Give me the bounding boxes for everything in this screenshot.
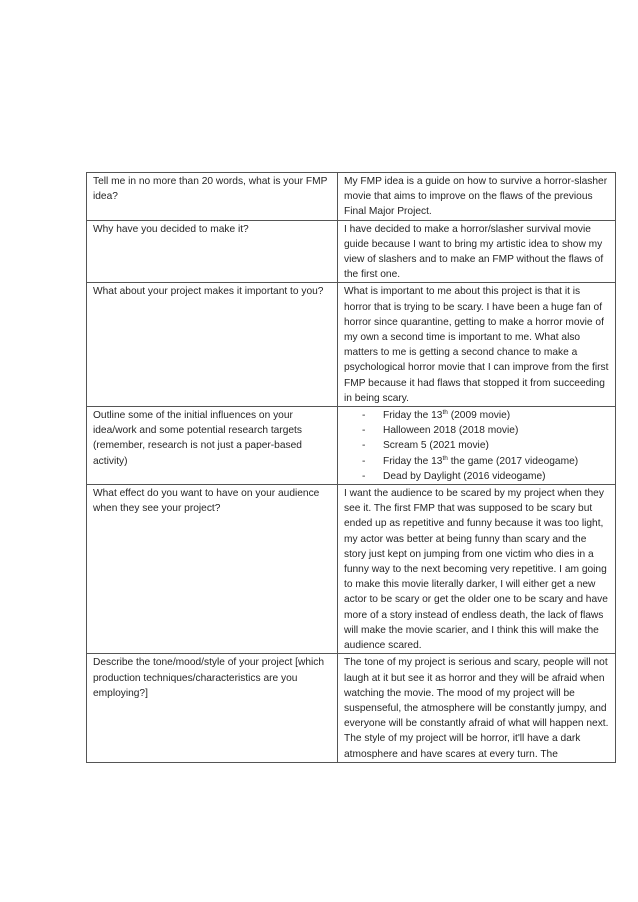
list-dash: - <box>362 410 366 422</box>
answer-cell <box>338 407 616 485</box>
list-item-text: Dead by Daylight (2016 videogame) <box>383 470 546 482</box>
question-cell: Why have you decided to make it? <box>87 220 338 283</box>
list-item <box>362 454 609 469</box>
answer-cell: What is important to me about this project is that it is horror that is trying to be scary. I have been a huge fan of horror since quarantine, getting to make a horror movie of my own a second time is important to me. What also matters to me is getting a second chance to make a psychological horror movie that I can improve from the first FMP because it had flaws that stopped it from succeeding in being scary. <box>338 283 616 407</box>
list-item <box>362 408 609 423</box>
question-cell: What about your project makes it important to you? <box>87 283 338 407</box>
question-cell: What effect do you want to have on your audience when they see your project? <box>87 485 338 654</box>
list-item-text-suffix: the game (2017 videogame) <box>447 455 579 467</box>
table-row <box>87 485 616 654</box>
superscript: th <box>442 454 448 462</box>
list-dash: - <box>362 440 366 452</box>
list-item <box>362 469 609 484</box>
answer-cell: I have decided to make a horror/slasher survival movie guide because I want to bring my artistic idea to show my view of slashers and to make an FMP without the flaws of the first one. <box>338 220 616 283</box>
superscript: th <box>442 409 448 417</box>
list-dash: - <box>362 455 366 467</box>
list-item-text-suffix: (2009 movie) <box>447 410 511 422</box>
list-item <box>362 438 609 453</box>
answer-cell: I want the audience to be scared by my project when they see it. The first FMP that was supposed to be scary but ended up as repetitive and funny because it was too light, my actor was better at being funny than scary and the story just kept on jumping from one victim who dies in a funny way to the next becoming very repetitive. I am going to make this movie literally darker, I will either get a new actor to be scary or get the older one to be scary and have more of a story instead of endless death, the lack of flaws will make the movie scarier, and I think this will make the audience scared. <box>338 485 616 654</box>
table-row <box>87 283 616 407</box>
list-item <box>362 423 609 438</box>
list-item-text: Halloween 2018 (2018 movie) <box>383 425 519 437</box>
list-item-text: Scream 5 (2021 movie) <box>383 440 489 452</box>
list-dash: - <box>362 470 366 482</box>
question-cell: Outline some of the initial influences on your idea/work and some potential research targets (remember, research is not just a paper-based activity) <box>87 407 338 485</box>
question-cell: Describe the tone/mood/style of your project [which production techniques/characteristics are you employing?] <box>87 654 338 762</box>
answer-cell: The tone of my project is serious and scary, people will not laugh at it but see it as horror and they will be afraid when watching the movie. The mood of my project will be suspenseful, the atmosphere will be constantly jumpy, and everyone will be constantly afraid of what will happen next. The style of my project will be horror, it'll have a dark atmosphere and have scares at every turn. The <box>338 654 616 762</box>
list-item-text: Friday the 13 <box>383 455 443 467</box>
table-row <box>87 173 616 221</box>
answer-cell: My FMP idea is a guide on how to survive a horror-slasher movie that aims to improve on the flaws of the previous Final Major Project. <box>338 173 616 221</box>
fmp-proposal-table <box>86 172 616 763</box>
table-row <box>87 407 616 485</box>
list-item-text: Friday the 13 <box>383 410 443 422</box>
table-row <box>87 220 616 283</box>
influences-list <box>344 408 609 484</box>
list-dash: - <box>362 425 366 437</box>
question-cell: Tell me in no more than 20 words, what is your FMP idea? <box>87 173 338 221</box>
table-row <box>87 654 616 762</box>
